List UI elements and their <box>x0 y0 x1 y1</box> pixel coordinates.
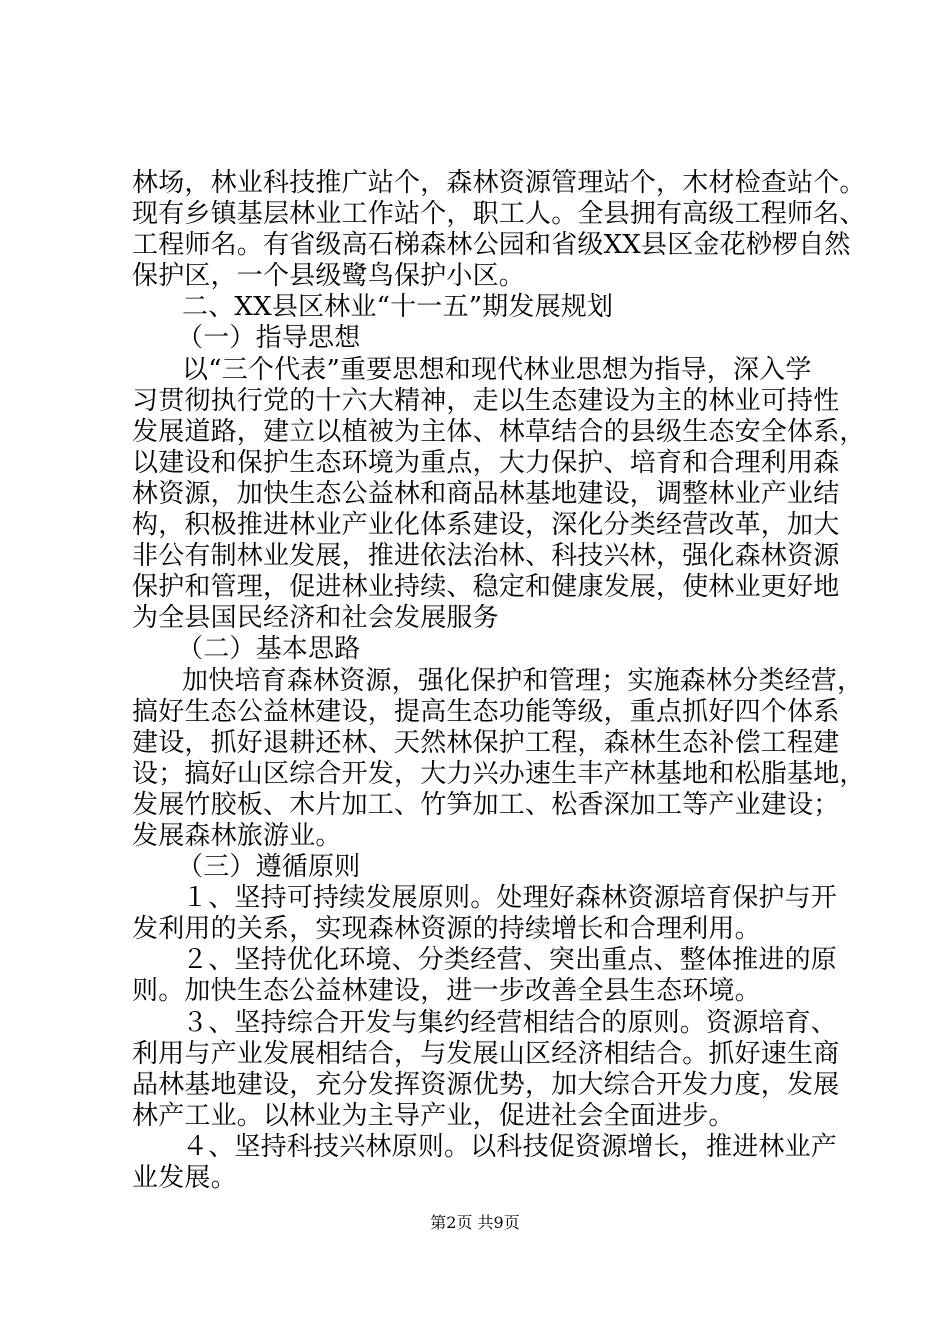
document-body <box>132 168 866 1194</box>
text-line: 建设，抓好退耕还林、天然林保护工程，森林生态补偿工程建 <box>132 727 840 758</box>
text-line: 非公有制林业发展，推进依法治林、科技兴林，强化森林资源 <box>132 541 840 572</box>
text-line: 构，积极推进林业产业化体系建设，深化分类经营改革，加大 <box>132 510 840 541</box>
text-line: １、坚持可持续发展原则。处理好森林资源培育保护与开 <box>182 883 838 914</box>
text-line: ２、坚持优化环境、分类经营、突出重点、整体推进的原 <box>182 945 838 976</box>
text-line: 保护和管理，促进林业持续、稳定和健康发展，使林业更好地 <box>132 572 840 603</box>
text-line: 业发展。 <box>132 1163 237 1193</box>
text-line: 发展森林旅游业。 <box>132 820 342 851</box>
text-line: 则。加快生态公益林建设，进一步改善全县生态环境。 <box>132 976 761 1007</box>
text-line: 品林基地建设，充分发挥资源优势，加大综合开发力度，发展 <box>132 1069 840 1100</box>
text-line: 发展竹胶板、木片加工、竹笋加工、松香深加工等产业建设； <box>132 789 840 820</box>
text-line: 二、XX县区林业“十一五”期发展规划 <box>182 292 614 323</box>
text-line: 林资源，加快生态公益林和商品林基地建设，调整林业产业结 <box>132 478 840 509</box>
text-line: （三）遵循原则 <box>177 852 361 883</box>
text-line: 林场，林业科技推广站个，森林资源管理站个，木材检查站个。 <box>132 168 866 198</box>
text-line: 发展道路，建立以植被为主体、林草结合的县级生态安全体系， <box>132 416 866 447</box>
text-line: 习贯彻执行党的十六大精神，走以生态建设为主的林业可持性 <box>132 385 840 416</box>
text-line: ４、坚持科技兴林原则。以科技促资源增长，推进林业产 <box>182 1131 838 1162</box>
page-footer: 第2页 共9页 <box>430 1213 520 1232</box>
text-line: （一）指导思想 <box>177 323 361 354</box>
text-line: 以“三个代表”重要思想和现代林业思想为指导，深入学 <box>182 354 812 385</box>
text-line: 工程师名。有省级高石梯森林公园和省级XX县区金花桫椤自然 <box>132 230 851 261</box>
text-line: 利用与产业发展相结合，与发展山区经济相结合。抓好速生商 <box>132 1038 840 1069</box>
text-line: 现有乡镇基层林业工作站个，职工人。全县拥有高级工程师名、 <box>132 199 866 230</box>
text-line: 发利用的关系，实现森林资源的持续增长和合理利用。 <box>132 914 761 945</box>
text-line: （二）基本思路 <box>177 634 361 665</box>
text-line: 搞好生态公益林建设，提高生态功能等级，重点抓好四个体系 <box>132 696 840 727</box>
text-line: 为全县国民经济和社会发展服务 <box>132 603 499 634</box>
text-line: 加快培育森林资源，强化保护和管理；实施森林分类经营， <box>182 665 864 696</box>
text-line: 以建设和保护生态环境为重点，大力保护、培育和合理利用森 <box>132 447 840 478</box>
text-line: 设；搞好山区综合开发，大力兴办速生丰产林基地和松脂基地， <box>132 758 866 789</box>
text-line: 林产工业。以林业为主导产业，促进社会全面进步。 <box>132 1100 735 1131</box>
text-line: ３、坚持综合开发与集约经营相结合的原则。资源培育、 <box>182 1007 838 1038</box>
text-line: 保护区，一个县级鹭鸟保护小区。 <box>132 261 526 292</box>
